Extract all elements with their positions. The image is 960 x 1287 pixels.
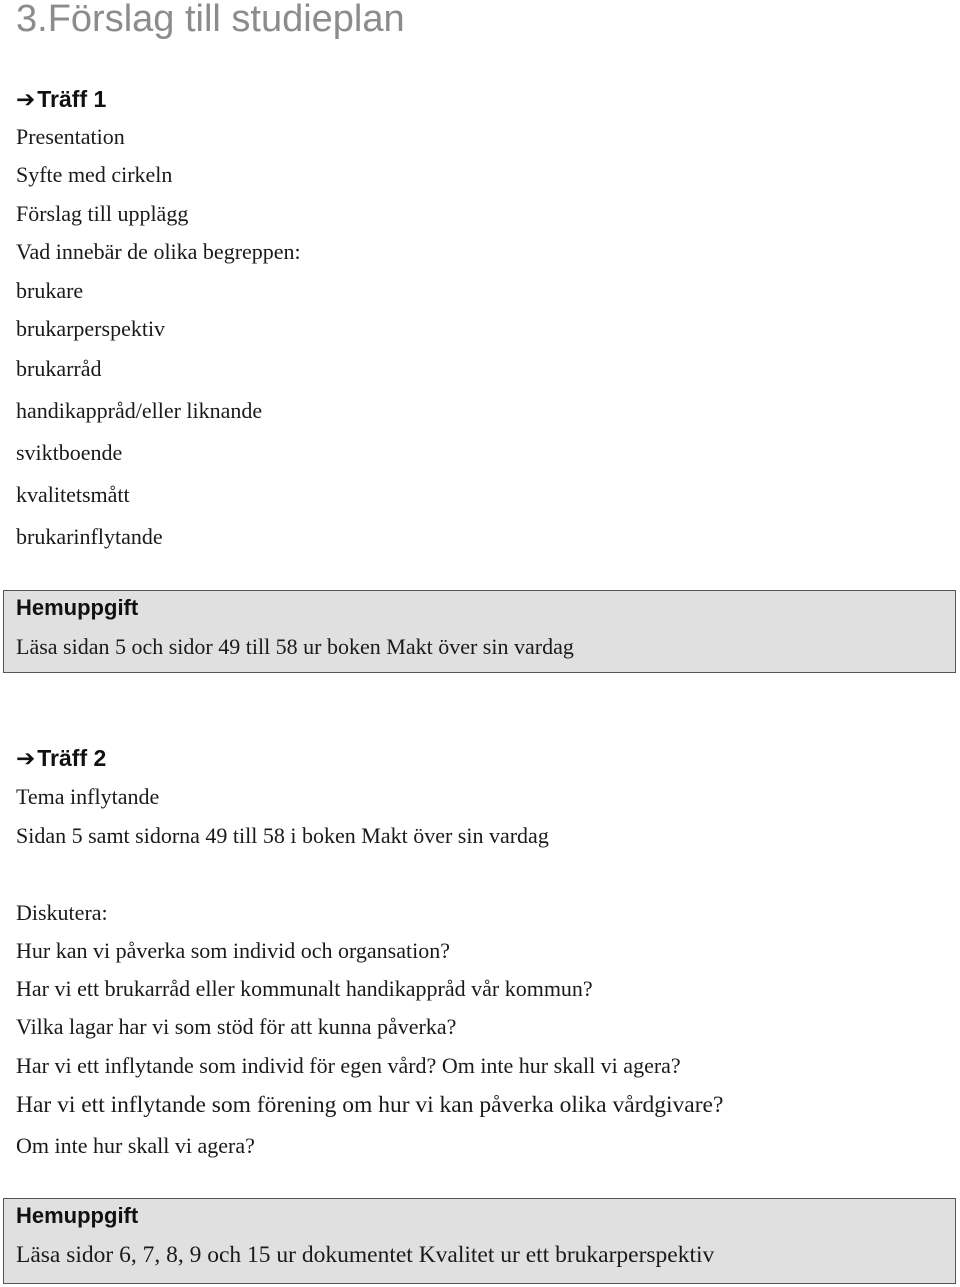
discussion-question: Om inte hur skall vi agera? bbox=[16, 1133, 255, 1158]
discussion-question: Vilka lagar har vi som stöd för att kunna påverka? bbox=[16, 1014, 457, 1039]
discussion-question: Har vi ett inflytande som förening om hur vi kan påverka olika vårdgivare? bbox=[16, 1092, 724, 1118]
traff-1-line: Förslag till upplägg bbox=[16, 201, 189, 226]
discuss-label: Diskutera: bbox=[16, 900, 108, 925]
traff-1-line: kvalitetsmått bbox=[16, 482, 130, 507]
arrow-right-icon: ➔ bbox=[16, 86, 36, 112]
traff-1-line: Vad innebär de olika begreppen: bbox=[16, 239, 301, 264]
traff-2-line: Tema inflytande bbox=[16, 784, 160, 809]
homework-2-text: Läsa sidor 6, 7, 8, 9 och 15 ur dokumentet Kvalitet ur ett brukarperspektiv bbox=[16, 1242, 715, 1268]
homework-box-1 bbox=[3, 590, 956, 673]
traff-2-line: Sidan 5 samt sidorna 49 till 58 i boken Makt över sin vardag bbox=[16, 823, 549, 848]
traff-1-heading bbox=[16, 86, 106, 112]
traff-1-line: Presentation bbox=[16, 124, 125, 149]
traff-1-heading-label: Träff 1 bbox=[37, 86, 107, 112]
discussion-question: Hur kan vi påverka som individ och organsation? bbox=[16, 938, 450, 963]
page-title: 3.Förslag till studieplan bbox=[16, 0, 405, 40]
traff-1-line: sviktboende bbox=[16, 440, 123, 465]
traff-1-line: brukarinflytande bbox=[16, 524, 163, 549]
homework-1-heading: Hemuppgift bbox=[16, 595, 139, 620]
arrow-right-icon: ➔ bbox=[16, 745, 36, 771]
homework-box-2 bbox=[3, 1198, 956, 1284]
discussion-question: Har vi ett brukarråd eller kommunalt handikappråd vår kommun? bbox=[16, 976, 593, 1001]
traff-1-line: Syfte med cirkeln bbox=[16, 162, 173, 187]
traff-1-line: handikappråd/eller liknande bbox=[16, 398, 263, 423]
traff-2-heading bbox=[16, 745, 106, 771]
homework-2-heading: Hemuppgift bbox=[16, 1203, 139, 1228]
discussion-question: Har vi ett inflytande som individ för egen vård? Om inte hur skall vi agera? bbox=[16, 1053, 681, 1078]
homework-1-text: Läsa sidan 5 och sidor 49 till 58 ur boken Makt över sin vardag bbox=[16, 634, 574, 659]
traff-1-line: brukarperspektiv bbox=[16, 316, 166, 341]
traff-1-line: brukare bbox=[16, 278, 84, 303]
traff-2-heading-label: Träff 2 bbox=[37, 745, 107, 771]
traff-1-line: brukarråd bbox=[16, 356, 102, 381]
